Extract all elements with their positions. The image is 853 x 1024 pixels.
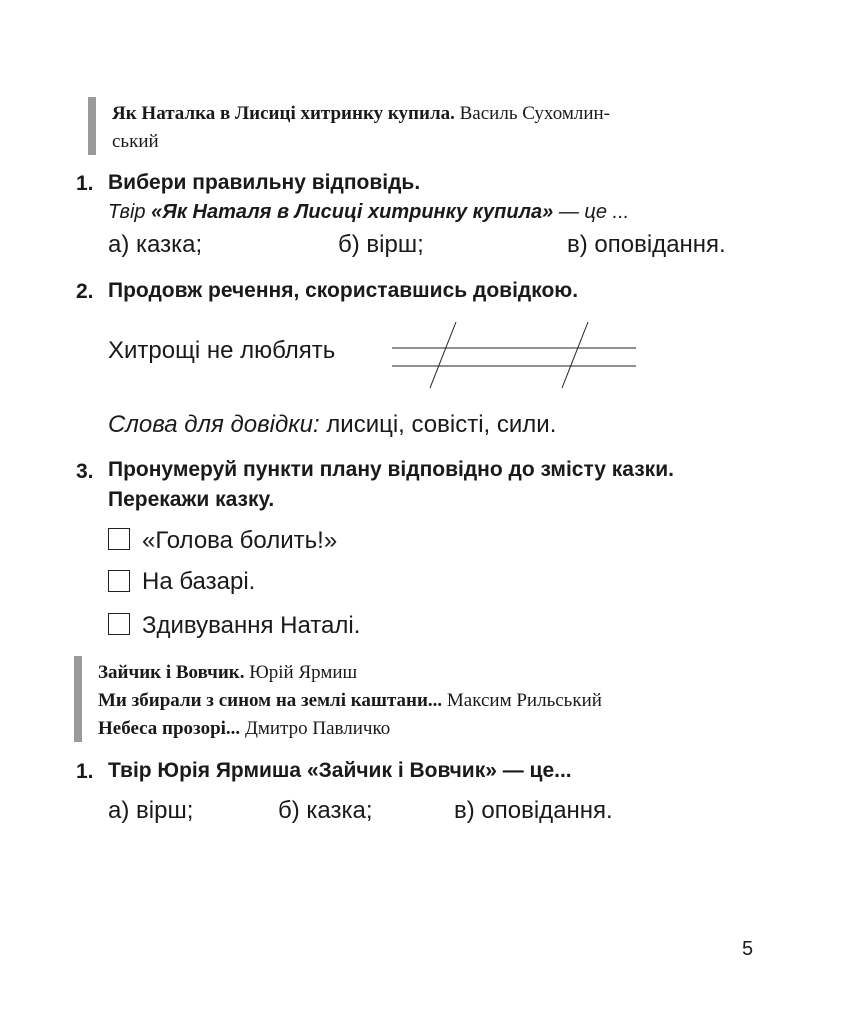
- writing-lines[interactable]: [388, 318, 640, 392]
- section-bar: [74, 656, 82, 742]
- work-entry: Зайчик і Вовчик. Юрій Ярмиш: [98, 662, 358, 683]
- work-title: Як Наталка в Лисиці хитринку купила.: [112, 103, 455, 124]
- answer-option-b[interactable]: б) казка;: [278, 797, 373, 824]
- page-number: 5: [742, 938, 754, 960]
- work-title-ref: «Як Наталя в Лисиці хитринку купила»: [151, 201, 554, 223]
- hint-line: [108, 411, 556, 439]
- hint-words: лисиці, совісті, сили.: [326, 411, 557, 438]
- answer-option-c[interactable]: в) оповідання.: [454, 797, 613, 824]
- question-prompt: Вибери правильну відповідь.: [108, 171, 421, 194]
- plan-checkbox-1[interactable]: [108, 528, 130, 550]
- section-heading: [98, 659, 798, 743]
- question-number: 2.: [76, 280, 94, 303]
- question-number: 3.: [76, 460, 94, 483]
- plan-checkbox-2[interactable]: [108, 570, 130, 592]
- plan-item: Здивування Наталі.: [142, 612, 361, 639]
- question-number: 1.: [76, 760, 94, 783]
- plan-checkbox-3[interactable]: [108, 613, 130, 635]
- plan-item: «Голова болить!»: [142, 527, 338, 554]
- work-author-cont: ський: [112, 131, 159, 152]
- work-entry: Ми збирали з сином на землі каштани... Максим Рильський: [98, 690, 602, 711]
- work-author: Василь Сухомлин-: [459, 103, 611, 124]
- answer-option-a[interactable]: а) вірш;: [108, 797, 194, 824]
- answer-option-c[interactable]: в) оповідання.: [567, 231, 726, 258]
- hint-label: Слова для довідки:: [108, 411, 320, 438]
- question-prompt: Твір Юрія Ярмиша «Зайчик і Вовчик» — це...: [108, 759, 572, 782]
- answer-option-a[interactable]: а) казка;: [108, 231, 203, 258]
- question-prompt: Продовж речення, скориставшись довідкою.: [108, 279, 579, 302]
- section-heading: [112, 100, 752, 156]
- answer-option-b[interactable]: б) вірш;: [338, 231, 424, 258]
- work-entry: Небеса прозорі... Дмитро Павличко: [98, 718, 391, 739]
- section-bar: [88, 97, 96, 155]
- question-subtext: Твір «Як Наталя в Лисиці хитринку купила» — це ...: [108, 201, 630, 223]
- sentence-start: Хитрощі не люблять: [108, 337, 336, 364]
- plan-item: На базарі.: [142, 568, 256, 595]
- question-prompt: Пронумеруй пункти плану відповідно до змісту казки. Перекажи казку.: [108, 458, 674, 511]
- question-number: 1.: [76, 172, 94, 195]
